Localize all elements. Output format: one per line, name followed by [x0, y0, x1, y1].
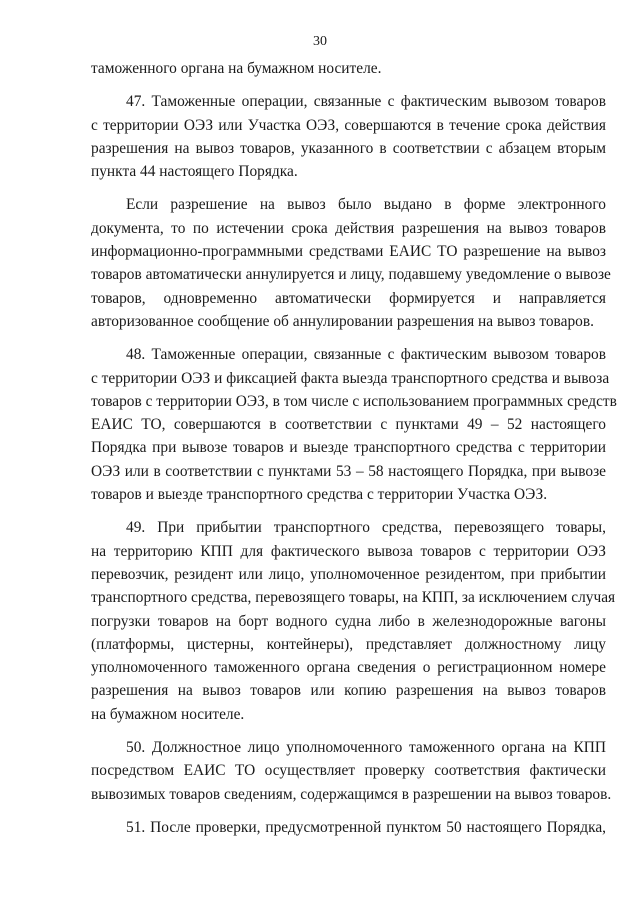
- text-line: погрузки товаров на борт водного судна либо в железнодорожные вагоны: [91, 612, 606, 630]
- text-line: товаров, одновременно автоматически формируется и направляется: [91, 289, 606, 307]
- text-line: 50. Должностное лицо уполномоченного таможенного органа на КПП: [126, 739, 606, 757]
- text-line: на территорию КПП для фактического вывоза товаров с территории ОЭЗ: [91, 542, 606, 560]
- page-number: 30: [313, 34, 327, 49]
- text-line: вывозимых товаров сведениям, содержащимся в разрешении на вывоз товаров.: [91, 785, 612, 803]
- paragraph-gap: [91, 183, 606, 193]
- paragraph-gap: [91, 806, 606, 816]
- paragraph: [91, 90, 606, 183]
- paragraph-gap: [91, 726, 606, 736]
- document-body: [91, 57, 617, 839]
- text-line: Порядка при вывозе товаров и выезде транспортного средства с территории: [91, 439, 606, 457]
- text-line: разрешения на вывоз товаров или копию разрешения на вывоз товаров: [91, 682, 606, 700]
- text-line: 51. После проверки, предусмотренной пунктом 50 настоящего Порядка,: [126, 818, 606, 836]
- text-line: с территории ОЭЗ и фиксацией факта выезда транспортного средства и вывоза: [91, 369, 610, 387]
- text-line: товаров и выезде транспортного средства с территории Участка ОЭЗ.: [91, 486, 548, 504]
- paragraph: [91, 736, 612, 806]
- paragraph-gap: [91, 333, 606, 343]
- text-line: товаров автоматически аннулируется и лицу, подавшему уведомление о вывозе: [91, 266, 611, 284]
- paragraph: [91, 343, 617, 506]
- text-line: посредством ЕАИС ТО осуществляет проверку соответствия фактически: [91, 762, 606, 780]
- text-line: ОЭЗ или в соответствии с пунктами 53 – 58 настоящего Порядка, при вывозе: [91, 462, 606, 480]
- paragraph-gap: [91, 506, 606, 516]
- text-line: ЕАИС ТО, совершаются в соответствии с пунктами 49 – 52 настоящего: [91, 416, 606, 434]
- text-line: документа, то по истечении срока действия разрешения на вывоз товаров: [91, 219, 606, 237]
- text-line: товаров с территории ОЭЗ, в том числе с использованием программных средств: [91, 392, 617, 410]
- text-line: с территории ОЭЗ или Участка ОЭЗ, совершаются в течение срока действия: [91, 116, 606, 134]
- paragraph: [91, 816, 606, 839]
- text-line: 47. Таможенные операции, связанные с фактическим вывозом товаров: [126, 93, 606, 111]
- text-line: 49. При прибытии транспортного средства, перевозящего товары,: [126, 519, 606, 537]
- paragraph: [91, 57, 606, 80]
- text-line: перевозчик, резидент или лицо, уполномоченное резидентом, при прибытии: [91, 565, 606, 583]
- text-line: транспортного средства, перевозящего товары, на КПП, за исключением случая: [91, 589, 616, 607]
- text-line: 48. Таможенные операции, связанные с фактическим вывозом товаров: [126, 346, 606, 364]
- paragraph-gap: [91, 80, 606, 90]
- paragraph: [91, 516, 616, 726]
- text-line: разрешения на вывоз товаров, указанного в соответствии с абзацем вторым: [91, 139, 606, 157]
- text-line: на бумажном носителе.: [91, 705, 245, 723]
- paragraph: [91, 193, 611, 333]
- text-line: пункта 44 настоящего Порядка.: [91, 163, 298, 181]
- text-line: таможенного органа на бумажном носителе.: [91, 60, 382, 77]
- text-line: (платформы, цистерны, контейнеры), представляет должностному лицу: [91, 635, 606, 653]
- text-line: авторизованное сообщение об аннулировании разрешения на вывоз товаров.: [91, 312, 594, 330]
- text-line: информационно-программными средствами ЕАИС ТО разрешение на вывоз: [91, 243, 606, 261]
- text-line: уполномоченного таможенного органа сведения о регистрационном номере: [91, 659, 606, 677]
- text-line: Если разрешение на вывоз было выдано в форме электронного: [126, 196, 606, 214]
